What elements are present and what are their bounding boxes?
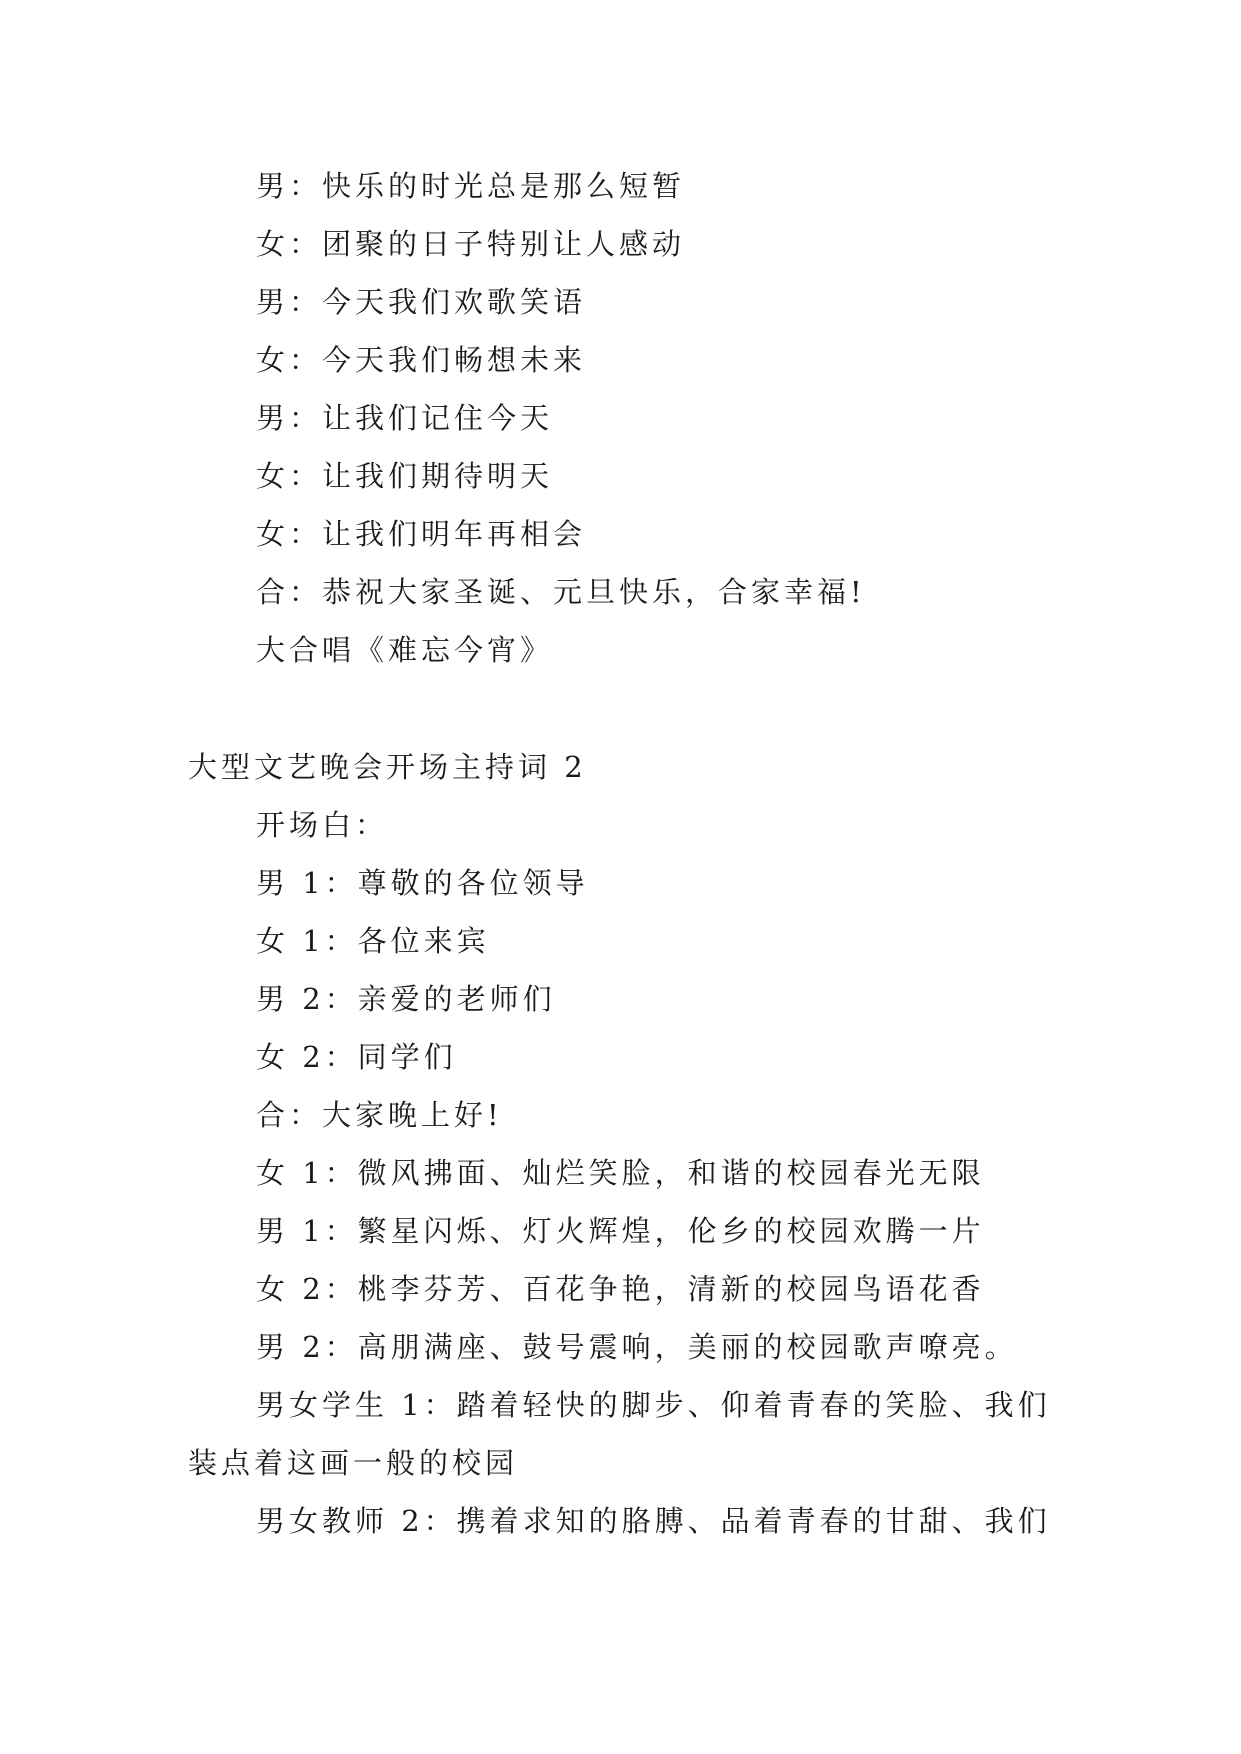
- dialogue-line: 女：让我们期待明天: [256, 459, 554, 493]
- dialogue-line: 男 1：尊敬的各位领导: [256, 866, 589, 900]
- dialogue-line: 男 2：高朋满座、鼓号震响，美丽的校园歌声嘹亮。: [256, 1330, 1018, 1364]
- dialogue-line: 男：快乐的时光总是那么短暂: [256, 169, 686, 203]
- dialogue-line: 女 1：各位来宾: [256, 924, 490, 958]
- dialogue-line: 女：团聚的日子特别让人感动: [256, 227, 686, 261]
- dialogue-line-continuation: 装点着这画一般的校园: [188, 1446, 519, 1480]
- dialogue-line: 女：让我们明年再相会: [256, 517, 587, 551]
- dialogue-line: 男女教师 2：携着求知的胳膊、品着青春的甘甜、我们: [256, 1504, 1051, 1538]
- dialogue-line: 女：今天我们畅想未来: [256, 343, 587, 377]
- dialogue-line: 合：恭祝大家圣诞、元旦快乐，合家幸福!: [256, 575, 866, 609]
- section-title: 大型文艺晚会开场主持词 2: [188, 750, 587, 784]
- dialogue-line: 男 1：繁星闪烁、灯火辉煌，伦乡的校园欢腾一片: [256, 1214, 985, 1248]
- dialogue-line: 女 2：同学们: [256, 1040, 457, 1074]
- dialogue-line: 开场白：: [256, 808, 389, 842]
- dialogue-line: 男：让我们记住今天: [256, 401, 554, 435]
- performance-line: 大合唱《难忘今宵》: [256, 633, 554, 667]
- dialogue-line: 男女学生 1：踏着轻快的脚步、仰着青春的笑脸、我们: [256, 1388, 1051, 1422]
- dialogue-line: 男 2：亲爱的老师们: [256, 982, 556, 1016]
- dialogue-line: 女 2：桃李芬芳、百花争艳，清新的校园鸟语花香: [256, 1272, 985, 1306]
- dialogue-line: 男：今天我们欢歌笑语: [256, 285, 587, 319]
- dialogue-line: 女 1：微风拂面、灿烂笑脸，和谐的校园春光无限: [256, 1156, 985, 1190]
- dialogue-line: 合：大家晚上好!: [256, 1098, 503, 1132]
